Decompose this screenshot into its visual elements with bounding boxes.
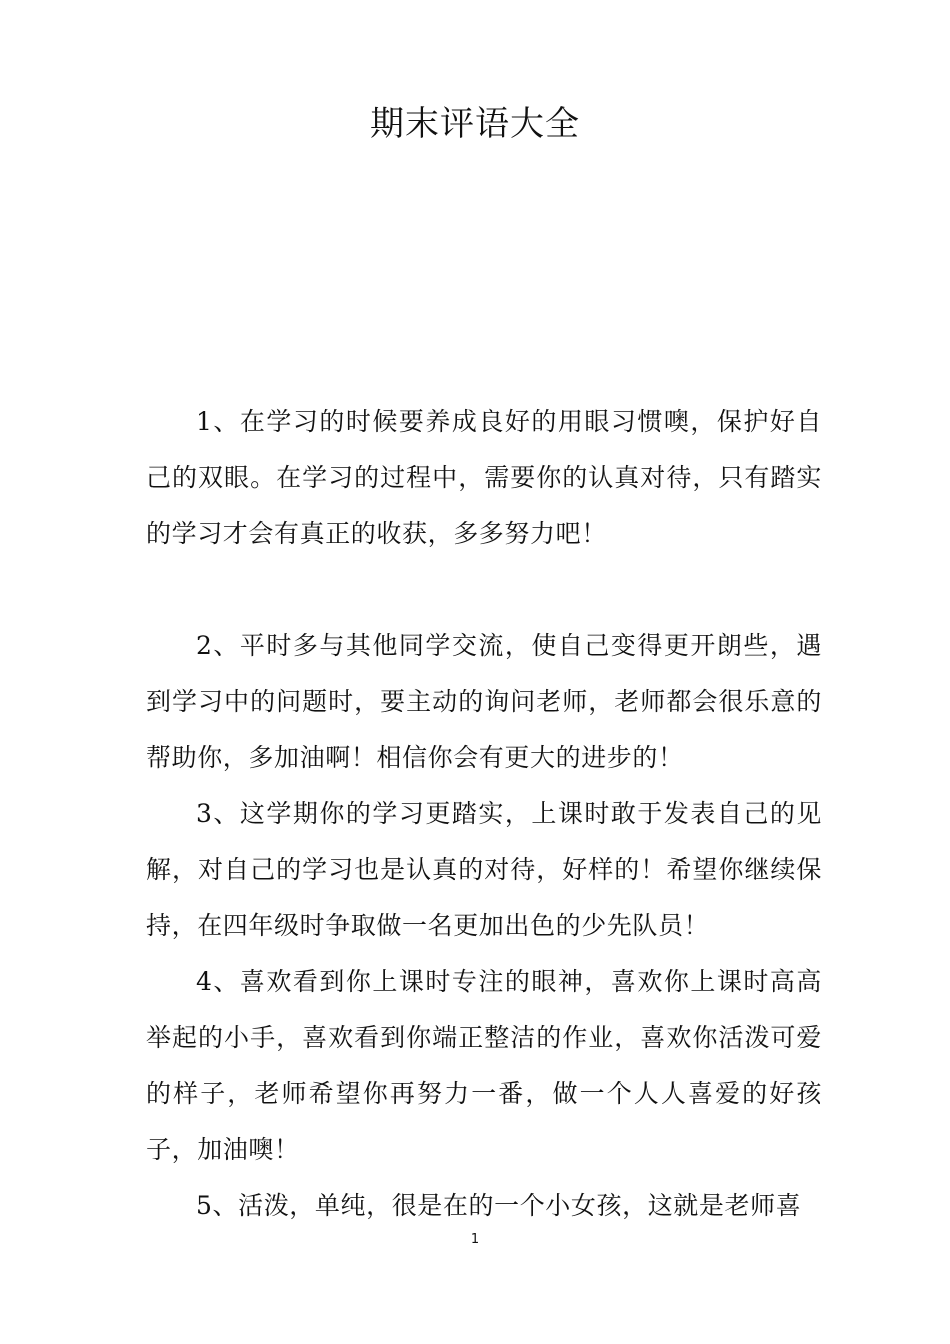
comment-paragraph-2: 2、平时多与其他同学交流，使自己变得更开朗些，遇到学习中的问题时，要主动的询问老师，老师都会很乐意的帮助你，多加油啊！相信你会有更大的进步的！ <box>146 631 822 772</box>
comment-paragraph-3: 3、这学期你的学习更踏实，上课时敢于发表自己的见解，对自己的学习也是认真的对待，好样的！希望你继续保持，在四年级时争取做一名更加出色的少先队员！ <box>146 799 822 940</box>
comment-paragraph-1: 1、在学习的时候要养成良好的用眼习惯噢，保护好自己的双眼。在学习的过程中，需要你的认真对待，只有踏实的学习才会有真正的收获，多多努力吧！ <box>146 407 822 548</box>
comment-paragraph-5: 5、活泼，单纯，很是在的一个小女孩，这就是老师喜 <box>196 1191 802 1220</box>
document-title: 期末评语大全 <box>370 104 580 144</box>
page-number: 1 <box>470 1232 480 1247</box>
comment-paragraph-4: 4、喜欢看到你上课时专注的眼神，喜欢你上课时高高举起的小手，喜欢看到你端正整洁的作业，喜欢你活泼可爱的样子，老师希望你再努力一番，做一个人人喜爱的好孩子，加油噢！ <box>146 967 822 1164</box>
document-body <box>146 394 822 1234</box>
